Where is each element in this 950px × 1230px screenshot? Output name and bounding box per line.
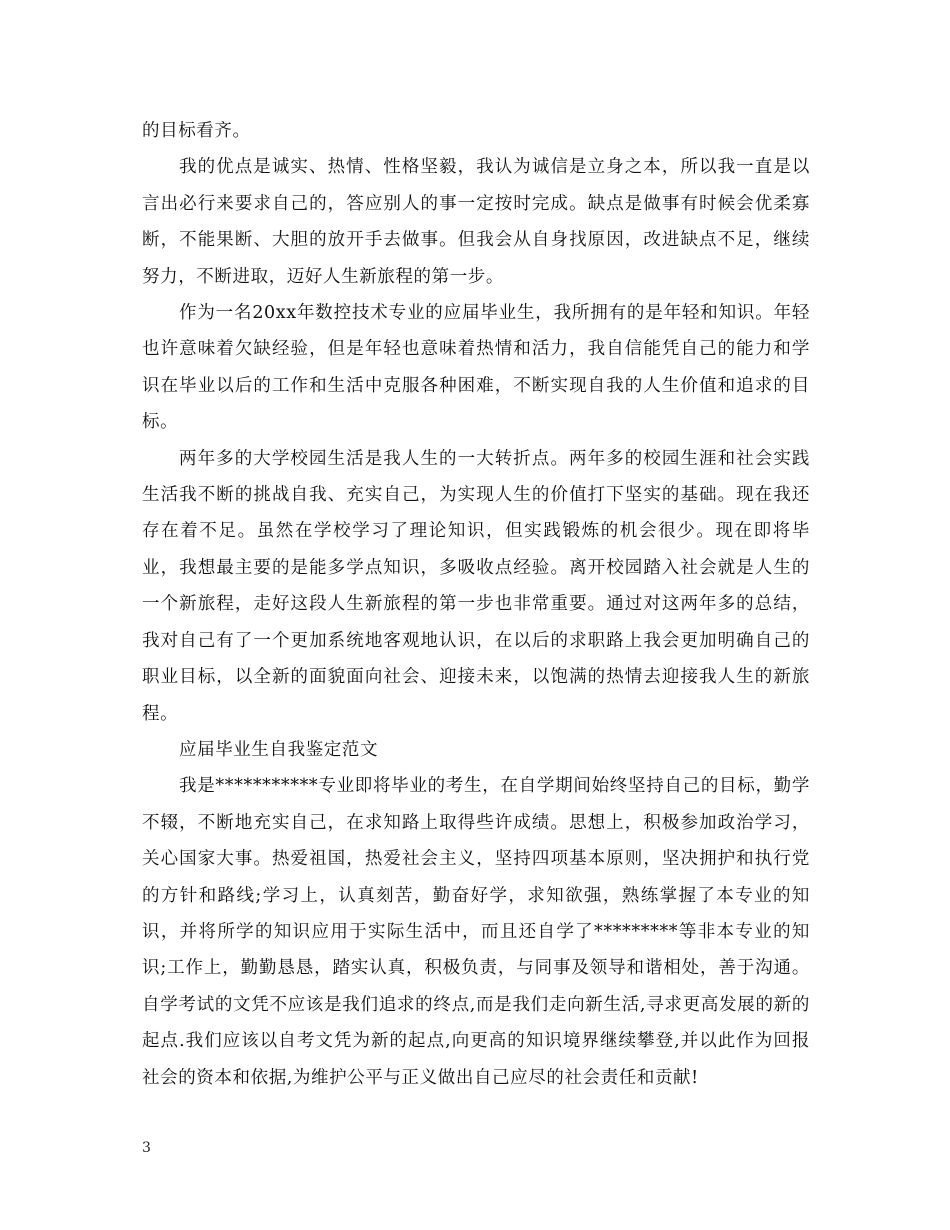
document-body [142,113,810,1096]
page-number: 3 [142,1140,151,1156]
section-heading: 应届毕业生自我鉴定范文 [179,739,379,760]
paragraph-strengths-weaknesses: 我的优点是诚实、热情、性格坚毅，我认为诚信是立身之本，所以我一直是以言出必行来要求自己的，答应别人的事一定按时完成。缺点是做事有时候会优柔寡断，不能果断、大胆的放开手去做事。但我会从自身找原因，改进缺点不足，继续努力，不断进取，迈好人生新旅程的第一步。 [142,157,810,287]
paragraph-continuation: 的目标看齐。 [142,121,251,141]
paragraph-graduate-intro: 作为一名20xx年数控技术专业的应届毕业生，我所拥有的是年轻和知识。年轻也许意味着欠缺经验，但是年轻也意味着热情和活力，我自信能凭自己的能力和学识在毕业以后的工作和生活中克服各种困难，不断实现自我的人生价值和追求的目标。 [142,303,810,433]
paragraph-self-assessment: 我是***********专业即将毕业的考生，在自学期间始终坚持自己的目标，勤学不辍，不断地充实自己，在求知路上取得些许成绩。思想上，积极参加政治学习，关心国家大事。热爱祖国，热爱社会主义，坚持四项基本原则，坚决拥护和执行党的方针和路线;学习上，认真刻苦，勤奋好学，求知欲强，熟练掌握了本专业的知识，并将所学的知识应用于实际生活中，而且还自学了*********等非本专业的知识;工作上，勤勤恳恳，踏实认真，积极负责，与同事及领导和谐相处，善于沟通。自学考试的文凭不应该是我们追求的终点,而是我们走向新生活,寻求更高发展的新的起点.我们应该以自考文凭为新的起点,向更高的知识境界继续攀登,并以此作为回报社会的资本和依据,为维护公平与正义做出自己应尽的社会责任和贡献! [142,776,810,1088]
paragraph-campus-life: 两年多的大学校园生活是我人生的一大转折点。两年多的校园生涯和社会实践生活我不断的挑战自我、充实自己，为实现人生的价值打下坚实的基础。现在我还存在着不足。虽然在学校学习了理论知识，但实践锻炼的机会很少。现在即将毕业，我想最主要的是能多学点知识，多吸收点经验。离开校园踏入社会就是人生的一个新旅程，走好这段人生新旅程的第一步也非常重要。通过对这两年多的总结，我对自己有了一个更加系统地客观地认识，在以后的求职路上我会更加明确自己的职业目标，以全新的面貌面向社会、迎接未来，以饱满的热情去迎接我人生的新旅程。 [142,448,810,724]
